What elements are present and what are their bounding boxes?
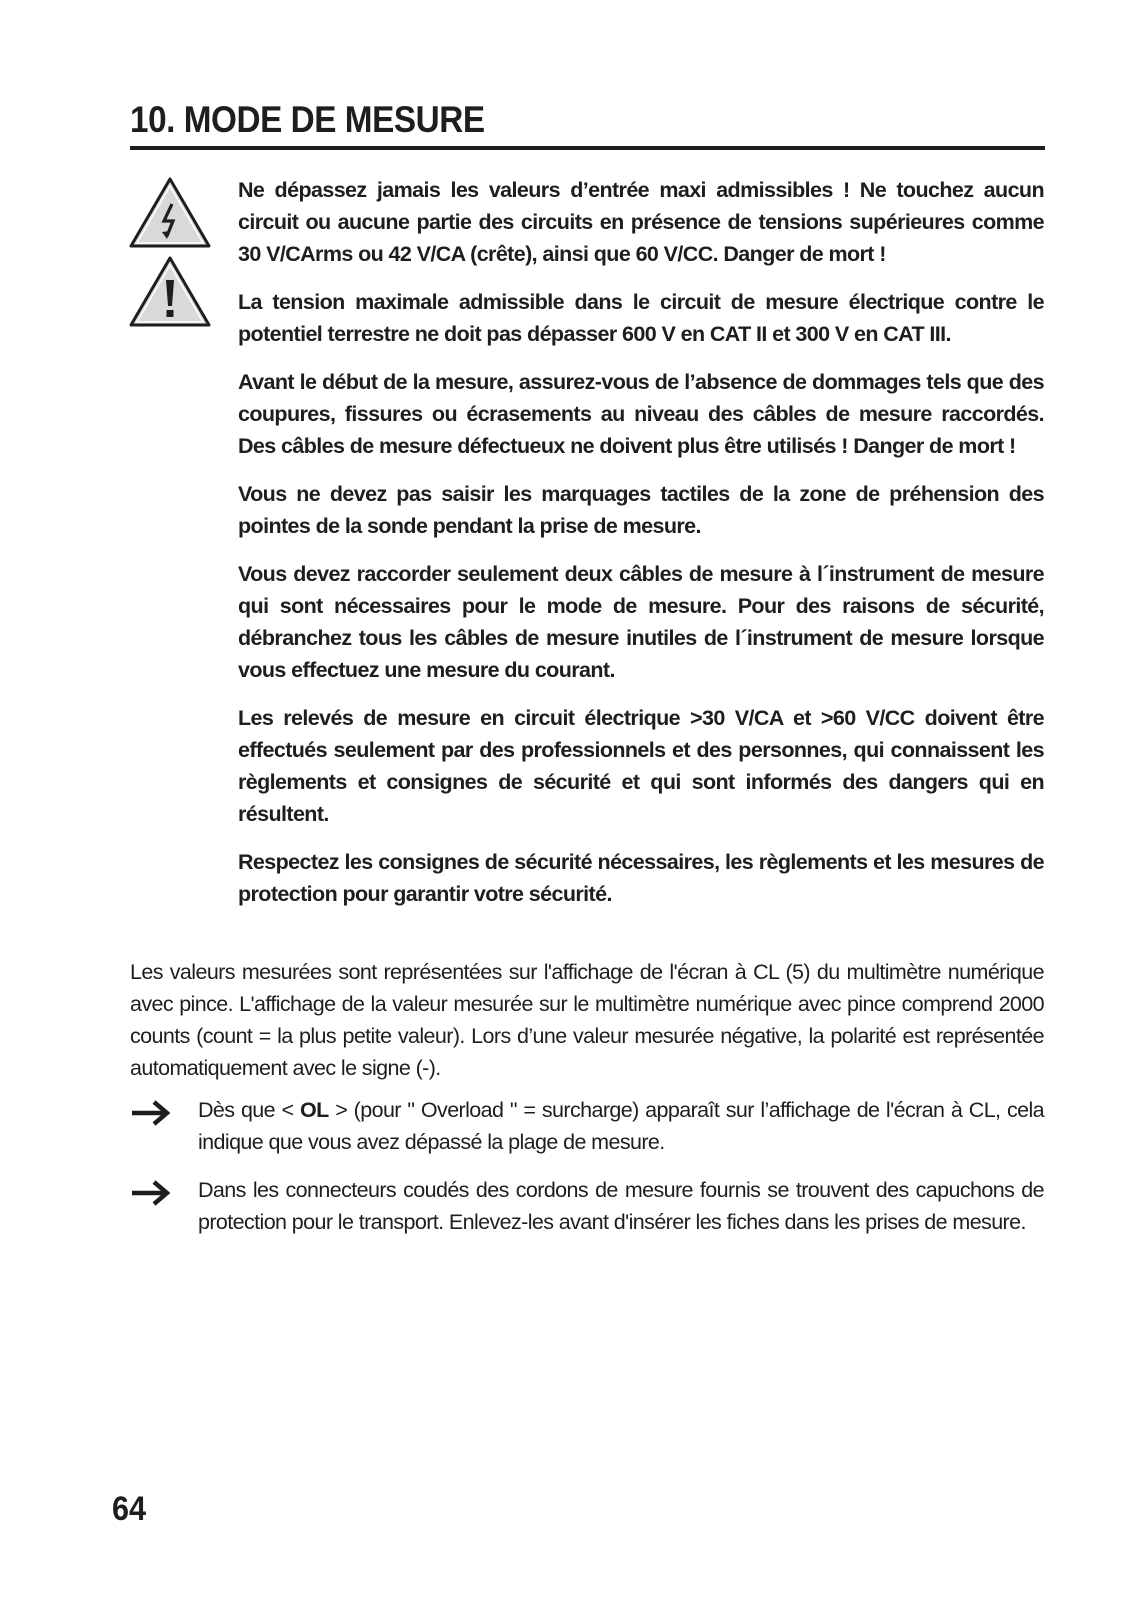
warning-paragraph: La tension maximale admissible dans le circuit de mesure électrique contre le potentiel terrestre ne doit pas dépasser 600 V en CAT II et 300 V en CAT III. xyxy=(238,290,1044,346)
warning-paragraph: Vous ne devez pas saisir les marquages tactiles de la zone de préhension des pointes de la sonde pendant la prise de mesure. xyxy=(238,482,1044,538)
warning-paragraph: Respectez les consignes de sécurité nécessaires, les règlements et les mesures de protection pour garantir votre sécurité. xyxy=(238,850,1044,906)
note-item xyxy=(130,1174,1044,1238)
exclamation-warning-icon xyxy=(128,255,212,329)
page-title: 10. MODE DE MESURE xyxy=(130,99,485,140)
note-text-bold: OL xyxy=(300,1098,329,1122)
high-voltage-warning-icon xyxy=(128,176,212,250)
safety-warnings xyxy=(238,174,1044,926)
note-text-prefix: Dès que < xyxy=(198,1098,301,1122)
warning-paragraph: Avant le début de la mesure, assurez-vous de l’absence de dommages tels que des coupures, fissures ou écrasements au niveau des câbles de mesure raccordés. Des câbles de mesure défectueux ne doivent plus être utilisés ! Danger de mort ! xyxy=(238,370,1044,458)
body-text xyxy=(130,956,1044,1084)
note-text: Dans les connecteurs coudés des cordons de mesure fournis se trouvent des capuchons de protection pour le transport. Enlevez-les avant d'insérer les fiches dans les prises de mesure. xyxy=(198,1178,1044,1234)
arrow-right-icon xyxy=(130,1099,170,1127)
note-text xyxy=(198,1094,1044,1158)
arrow-right-icon xyxy=(130,1179,170,1207)
note-item xyxy=(130,1094,1044,1158)
note-text-suffix: > (pour " Overload " = surcharge) apparaît sur l’affichage de l'écran à CL, cela indique que vous avez dépassé la plage de mesure. xyxy=(198,1098,1044,1154)
warning-paragraph: Ne dépassez jamais les valeurs d’entrée maxi admissibles ! Ne touchez aucun circuit ou aucune partie des circuits en présence de tensions supérieures comme 30 V/CArms ou 42 V/CA (crête), ainsi que 60 V/CC. Danger de mort ! xyxy=(238,178,1044,266)
page-number: 64 xyxy=(112,1490,147,1528)
title-underline xyxy=(130,146,1045,150)
warning-paragraph: Vous devez raccorder seulement deux câbles de mesure à l´instrument de mesure qui sont nécessaires pour le mode de mesure. Pour des raisons de sécurité, débranchez tous les câbles de mesure inutiles de l´instrument de mesure lorsque vous effectuez une mesure du courant. xyxy=(238,562,1044,682)
body-paragraph: Les valeurs mesurées sont représentées sur l'affichage de l'écran à CL (5) du multimètre numérique avec pince. L'affichage de la valeur mesurée sur le multimètre numérique avec pince comprend 2000 counts (count = la plus petite valeur). Lors d’une valeur mesurée négative, la polarité est représentée automatiquement avec le signe (-). xyxy=(130,960,1044,1080)
warning-paragraph: Les relevés de mesure en circuit électrique >30 V/CA et >60 V/CC doivent être effectués seulement par des professionnels et des personnes, qui connaissent les règlements et consignes de sécurité et qui sont informés des dangers qui en résultent. xyxy=(238,706,1044,826)
